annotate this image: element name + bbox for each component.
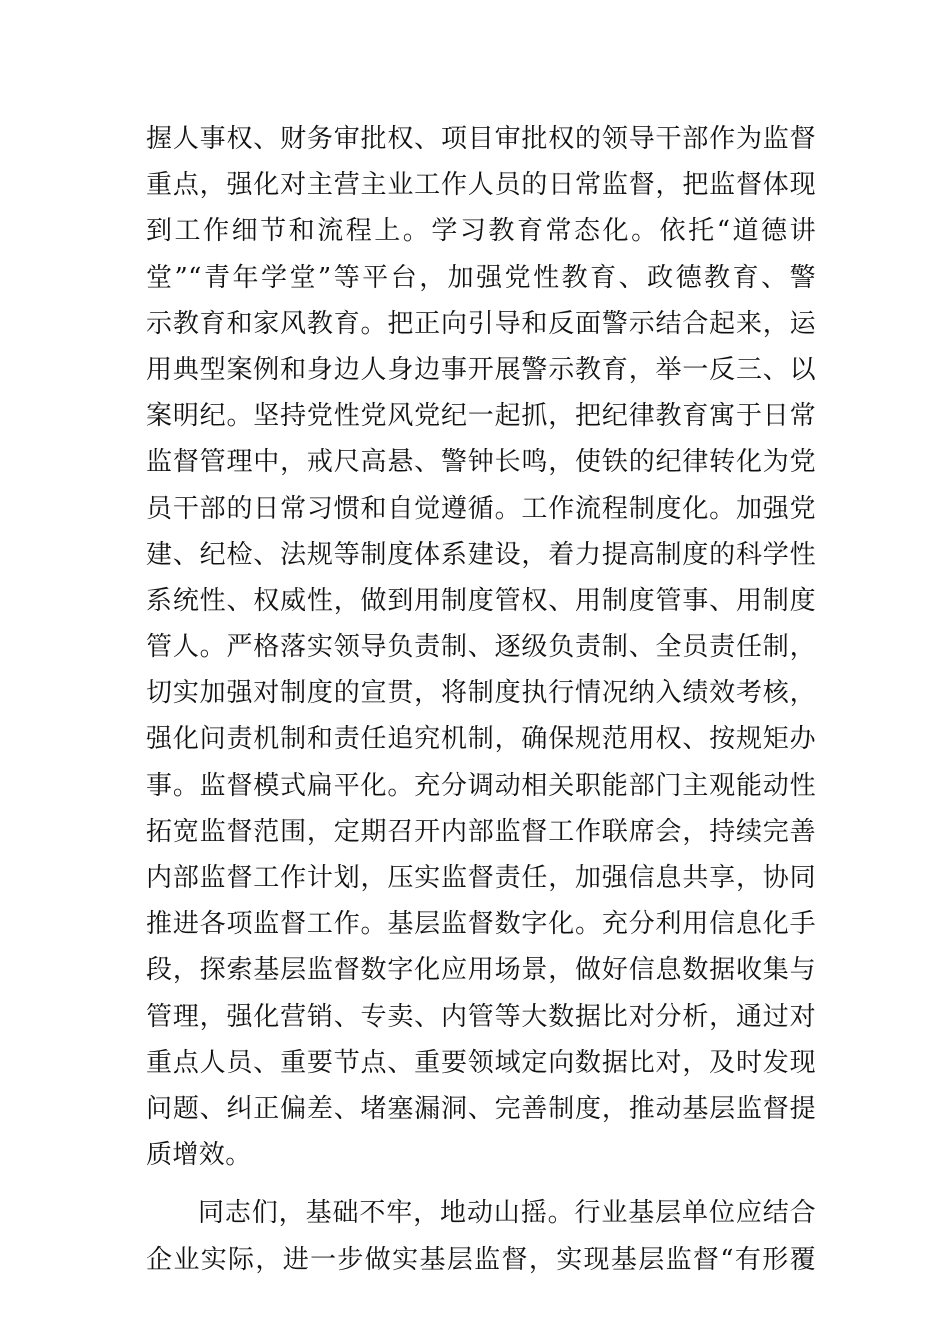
text-line: 重点人员、重要节点、重要领域定向数据比对，及时发现	[146, 1047, 816, 1078]
text-line: 同志们，基础不牢，地动山摇。行业基层单位应结合	[198, 1198, 816, 1229]
paragraph-gap	[146, 1178, 816, 1190]
text-line: 监督管理中，戒尺高悬、警钟长鸣，使铁的纪律转化为党	[146, 447, 816, 478]
text-line: 拓宽监督范围，定期召开内部监督工作联席会，持续完善	[146, 816, 816, 847]
text-line: 事。监督模式扁平化。充分调动相关职能部门主观能动性	[146, 770, 816, 801]
text-line: 管人。严格落实领导负责制、逐级负责制、全员责任制，	[146, 632, 816, 663]
text-line: 问题、纠正偏差、堵塞漏洞、完善制度，推动基层监督提	[146, 1093, 816, 1124]
text-line: 段，探索基层监督数字化应用场景，做好信息数据收集与	[146, 955, 816, 986]
text-line: 质增效。	[146, 1140, 252, 1171]
text-line: 用典型案例和身边人身边事开展警示教育，举一反三、以	[146, 354, 816, 385]
text-line: 案明纪。坚持党性党风党纪一起抓，把纪律教育寓于日常	[146, 401, 816, 432]
text-line: 管理，强化营销、专卖、内管等大数据比对分析，通过对	[146, 1001, 816, 1032]
text-line: 强化问责机制和责任追究机制，确保规范用权、按规矩办	[146, 724, 816, 755]
text-line: 推进各项监督工作。基层监督数字化。充分利用信息化手	[146, 909, 816, 940]
text-line: 堂”“青年学堂”等平台，加强党性教育、政德教育、警	[146, 262, 816, 293]
text-line: 重点，强化对主营主业工作人员的日常监督，把监督体现	[146, 170, 816, 201]
text-line: 员干部的日常习惯和自觉遵循。工作流程制度化。加强党	[146, 493, 816, 524]
text-line: 握人事权、财务审批权、项目审批权的领导干部作为监督	[146, 124, 816, 154]
text-line: 系统性、权威性，做到用制度管权、用制度管事、用制度	[146, 585, 816, 616]
text-line: 内部监督工作计划，压实监督责任，加强信息共享，协同	[146, 863, 816, 893]
text-line: 建、纪检、法规等制度体系建设，着力提高制度的科学性	[146, 539, 816, 570]
text-line: 切实加强对制度的宣贯，将制度执行情况纳入绩效考核，	[146, 678, 816, 709]
text-line: 到工作细节和流程上。学习教育常态化。依托“道德讲	[146, 216, 816, 247]
text-line: 示教育和家风教育。把正向引导和反面警示结合起来，运	[146, 308, 816, 339]
body-text	[146, 116, 816, 1283]
text-line: 企业实际，进一步做实基层监督，实现基层监督“有形覆	[146, 1244, 816, 1275]
